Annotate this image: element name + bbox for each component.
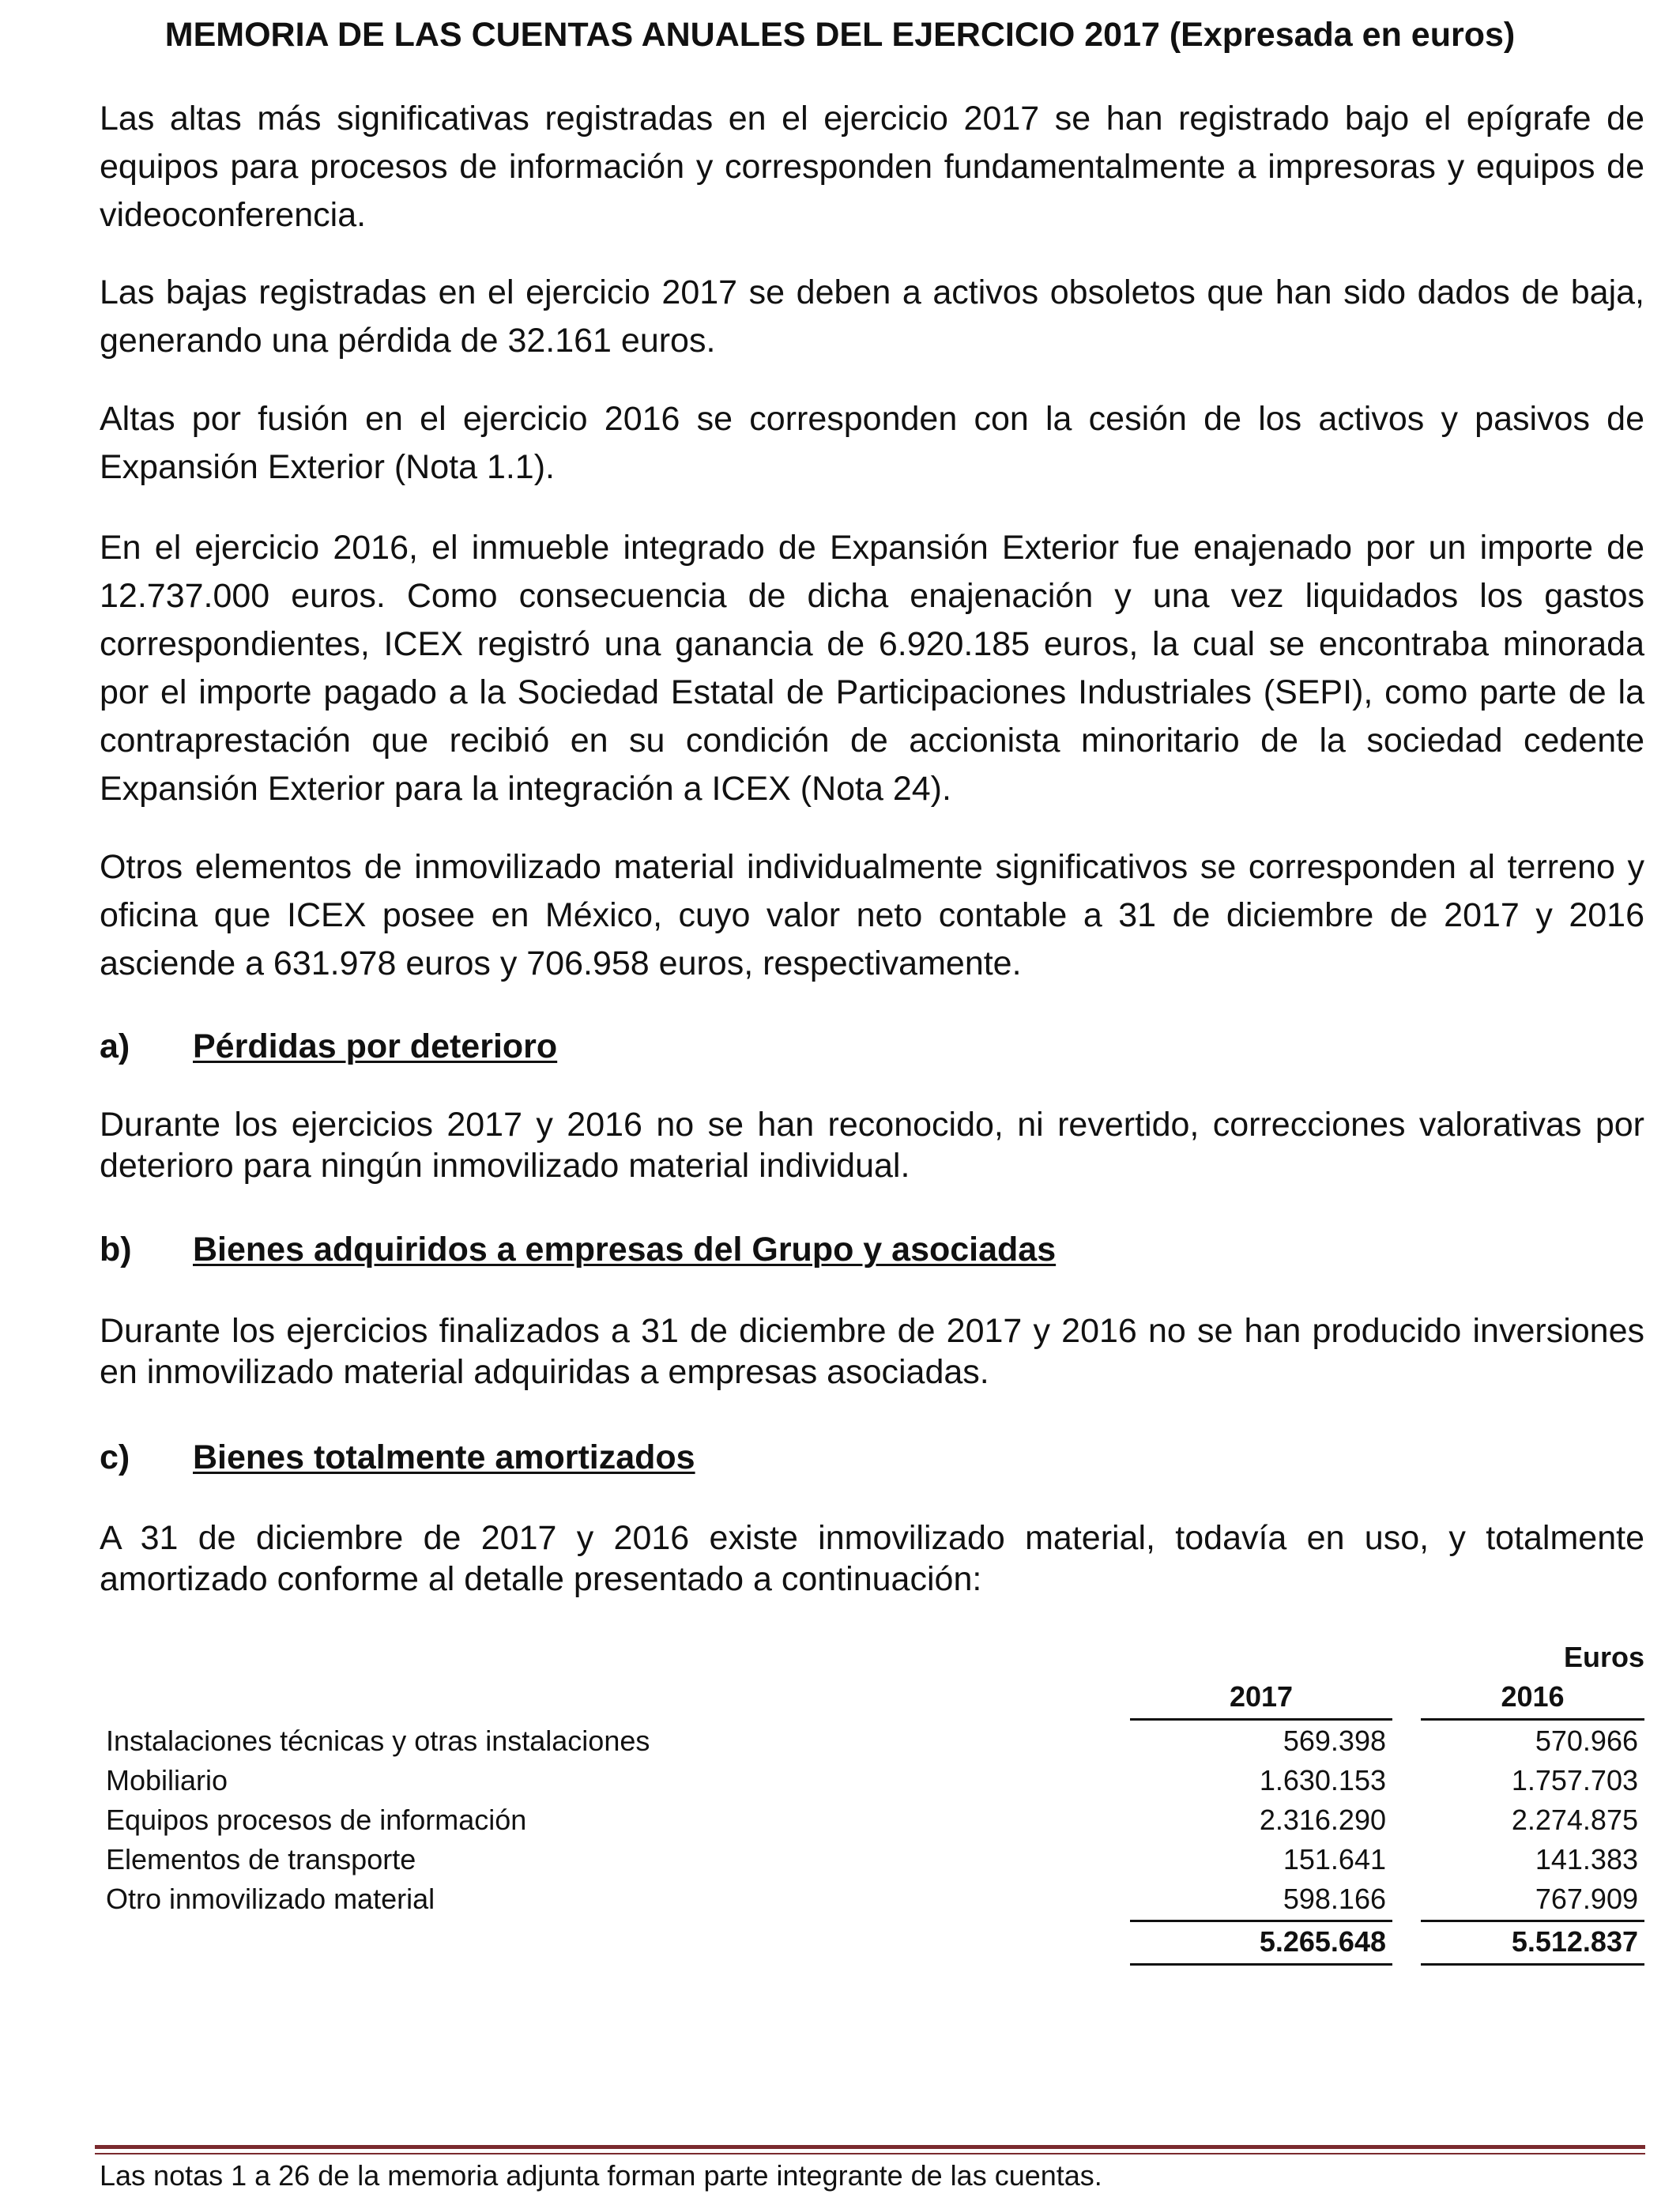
section-letter: c) xyxy=(100,1438,130,1476)
paragraph-inmueble: En el ejercicio 2016, el inmueble integrado de Expansión Exterior fue enajenado por un importe de 12.737.000 euros. Como consecuencia de dicha enajenación y una vez liquidados los gastos correspondientes, ICEX registró una ganancia de 6.920.185 euros, la cual se encontraba minorada por el importe pagado a la Sociedad Estatal de Participaciones Industriales (SEPI), como parte de la contraprestación que recibió en su condición de accionista minoritario de la sociedad cedente Expansión Exterior para la integración a ICEX (Nota 24). xyxy=(100,529,1644,808)
section-title: Bienes totalmente amortizados xyxy=(193,1438,695,1476)
row-value-2017: 1.630.153 xyxy=(1259,1764,1386,1796)
table-row xyxy=(100,1721,1644,1761)
total-bottom-rule-2017 xyxy=(1130,1963,1392,1966)
table-row xyxy=(100,1879,1644,1919)
section-heading-b xyxy=(100,1226,1644,1273)
row-value-2017: 151.641 xyxy=(1283,1843,1386,1875)
table-row xyxy=(100,1761,1644,1800)
table-total-row xyxy=(100,1922,1644,1962)
paragraph-altas: Las altas más significativas registradas en el ejercicio 2017 se han registrado bajo el epígrafe de equipos para procesos de información y corresponden fundamentalmente a impresoras y equipos de videoconferencia. xyxy=(100,100,1644,234)
section-text-a: Durante los ejercicios 2017 y 2016 no se han reconocido, ni revertido, correcciones valorativas por deterioro para ningún inmovilizado material individual. xyxy=(100,1106,1644,1185)
row-value-2017: 598.166 xyxy=(1283,1883,1386,1915)
paragraph-fusion: Altas por fusión en el ejercicio 2016 se corresponden con la cesión de los activos y pasivos de Expansión Exterior (Nota 1.1). xyxy=(100,400,1644,486)
page-title: MEMORIA DE LAS CUENTAS ANUALES DEL EJERCICIO 2017 (Expresada en euros) xyxy=(164,16,1516,54)
section-heading-c xyxy=(100,1434,1644,1481)
section-letter: a) xyxy=(100,1027,130,1065)
footer-note: Las notas 1 a 26 de la memoria adjunta forman parte integrante de las cuentas. xyxy=(100,2159,1102,2192)
footer-divider-thin xyxy=(95,2153,1645,2154)
table-row xyxy=(100,1800,1644,1840)
row-label: Equipos procesos de información xyxy=(106,1804,527,1836)
row-value-2017: 569.398 xyxy=(1283,1725,1386,1757)
total-value-2017: 5.265.648 xyxy=(1259,1925,1386,1958)
header-rule-2016 xyxy=(1421,1718,1644,1721)
row-value-2016: 2.274.875 xyxy=(1511,1804,1638,1836)
row-value-2016: 767.909 xyxy=(1535,1883,1638,1915)
header-rule-2017 xyxy=(1130,1718,1392,1721)
section-text-b: Durante los ejercicios finalizados a 31 de diciembre de 2017 y 2016 no se han producido inversiones en inmovilizado material adquiridas a empresas asociadas. xyxy=(100,1312,1644,1391)
section-title: Bienes adquiridos a empresas del Grupo y asociadas xyxy=(193,1231,1057,1269)
row-label: Mobiliario xyxy=(106,1764,228,1796)
section-letter: b) xyxy=(100,1231,132,1269)
section-text-c: A 31 de diciembre de 2017 y 2016 existe inmovilizado material, todavía en uso, y totalmente amortizado conforme al detalle presentado a continuación: xyxy=(100,1519,1644,1598)
paragraph-mexico: Otros elementos de inmovilizado material individualmente significativos se corresponden al terreno y oficina que ICEX posee en México, cuyo valor neto contable a 31 de diciembre de 2017 y 2016 asciende a 631.978 euros y 706.958 euros, respectivamente. xyxy=(100,848,1644,982)
row-value-2016: 141.383 xyxy=(1535,1843,1638,1875)
total-value-2016: 5.512.837 xyxy=(1511,1925,1638,1958)
section-heading-a xyxy=(100,1023,1644,1070)
row-label: Elementos de transporte xyxy=(106,1843,416,1875)
row-value-2016: 570.966 xyxy=(1535,1725,1638,1757)
row-label: Instalaciones técnicas y otras instalaciones xyxy=(106,1725,650,1757)
row-value-2016: 1.757.703 xyxy=(1511,1764,1638,1796)
footer-divider-thick xyxy=(95,2145,1645,2149)
row-label: Otro inmovilizado material xyxy=(106,1883,435,1915)
total-bottom-rule-2016 xyxy=(1421,1963,1644,1966)
column-header-2016: 2016 xyxy=(1501,1680,1565,1713)
section-title: Pérdidas por deterioro xyxy=(193,1027,558,1065)
row-value-2017: 2.316.290 xyxy=(1259,1804,1386,1836)
table-row xyxy=(100,1840,1644,1879)
paragraph-bajas: Las bajas registradas en el ejercicio 2017 se deben a activos obsoletos que han sido dados de baja, generando una pérdida de 32.161 euros. xyxy=(100,273,1644,360)
column-header-2017: 2017 xyxy=(1229,1680,1294,1713)
table-units: Euros xyxy=(1563,1641,1644,1673)
